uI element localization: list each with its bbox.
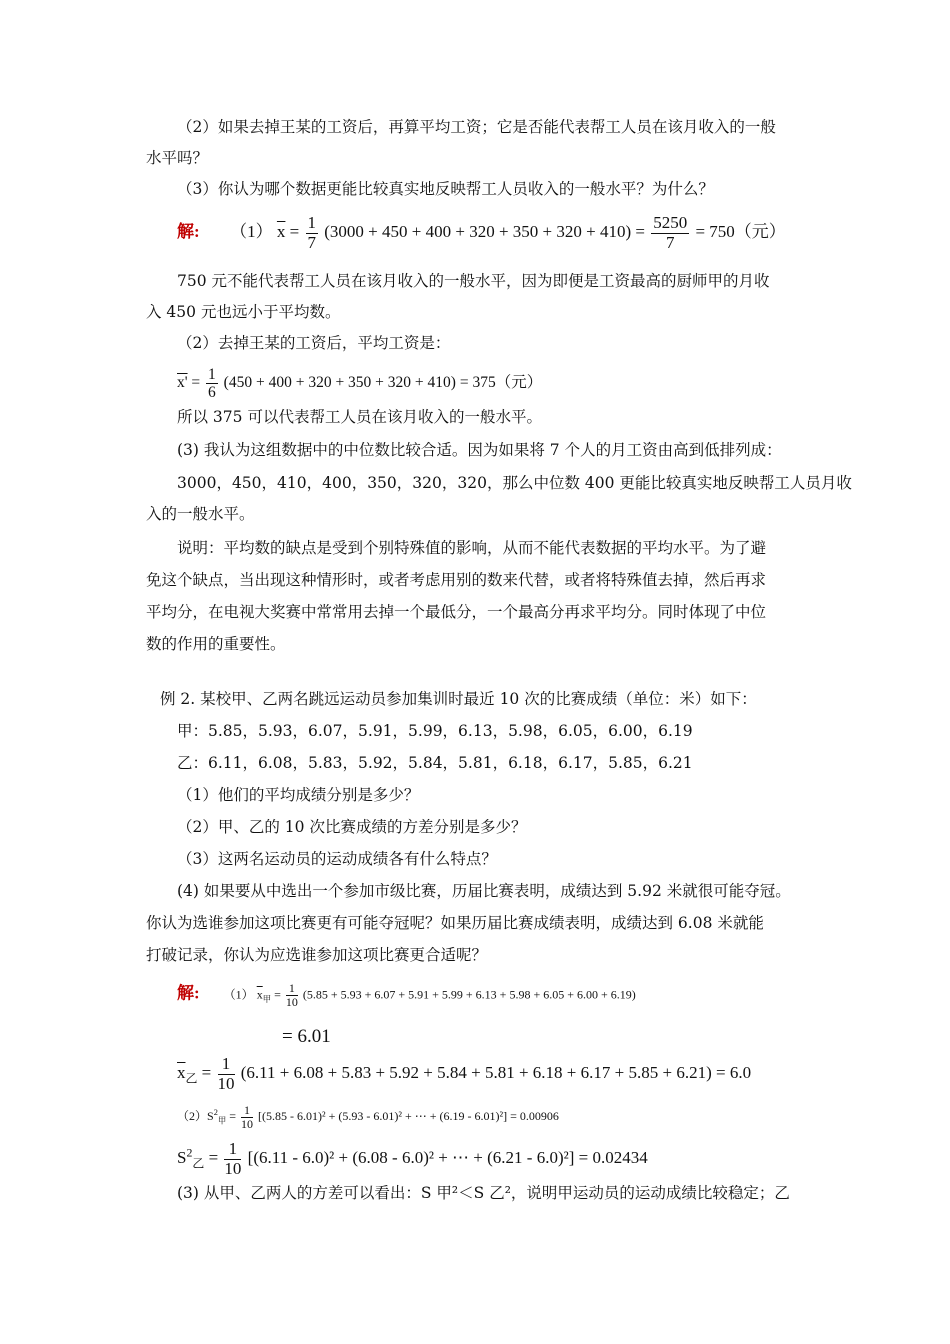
formula-sum: (3000 + 450 + 400 + 320 + 350 + 320 + 410) = [324, 222, 645, 242]
paragraph-line: 说明：平均数的缺点是受到个别特殊值的影响，从而不能代表数据的平均水平。为了避 [177, 539, 767, 557]
data-row-jia: 甲：5.85，5.93，6.07，5.91，5.99，6.13，5.98，6.05，6.00，6.19 [177, 722, 693, 740]
fraction: $\frac{1}{10}$ [224, 1139, 242, 1178]
fraction: $\frac{1}{6}$ [208, 366, 216, 402]
question-line: （3）这两名运动员的运动成绩各有什么特点？ [177, 850, 497, 868]
equals-sign: = [289, 222, 300, 242]
subscript: 甲 [217, 1116, 227, 1126]
formula-mean-jia [177, 982, 636, 1011]
formula-prefix: （2）S [177, 1109, 214, 1123]
formula-mean-yi [177, 1055, 751, 1093]
formula-sum: (6.11 + 6.08 + 5.83 + 5.92 + 5.84 + 5.81 + 6.18 + 6.17 + 5.85 + 6.21) = 6.0 [240, 1063, 752, 1083]
equals-sign: = [229, 1109, 237, 1123]
question-line: （1）他们的平均成绩分别是多少？ [177, 786, 420, 804]
paragraph-line: （2）如果去掉王某的工资后，再算平均工资；它是否能代表帮工人员在该月收入的一般 [177, 118, 776, 136]
formula-body: [(5.85 - 6.01)² + (5.93 - 6.01)² + ⋯ + (6.19 - 6.01)²] = 0.00906 [258, 1109, 559, 1123]
mean-symbol: x' [177, 374, 188, 392]
equals-sign: = [274, 987, 281, 1002]
solution-label: 解: [177, 222, 200, 242]
formula-result: = 6.01 [282, 1026, 331, 1047]
question-line: 打破记录，你认为应选谁参加这项比赛更合适呢？ [146, 946, 488, 964]
question-line: (4) 如果要从中选出一个参加市级比赛，历届比赛表明，成绩达到 5.92 米就很可能夺冠。 [177, 882, 791, 900]
superscript: 2 [186, 1145, 193, 1160]
paragraph-line: 平均分，在电视大奖赛中常常用去掉一个最低分，一个最高分再求平均分。同时体现了中位 [146, 603, 767, 621]
fraction: $\frac{5250}{7}$ [653, 213, 688, 252]
equals-sign: = [208, 1148, 219, 1168]
paragraph-line: （2）去掉王某的工资后，平均工资是： [177, 334, 451, 352]
mean-symbol: $\overline{x}$ [177, 1063, 186, 1083]
solution-label: 解: [177, 983, 200, 1003]
example-heading: 例 2. 某校甲、乙两名跳远运动员参加集训时最近 10 次的比赛成绩（单位：米）如下： [160, 690, 757, 708]
mean-symbol: $\overline{x}$ [256, 987, 263, 1002]
paragraph-line: 入 450 元也远小于平均数。 [146, 303, 341, 321]
fraction: $\frac{1}{10}$ [241, 1102, 254, 1131]
formula-variance-jia [177, 1102, 559, 1132]
superscript: 2 [213, 1108, 218, 1117]
equals-sign: = [201, 1063, 212, 1083]
paragraph-line: (3) 从甲、乙两人的方差可以看出：S 甲²＜S 乙²，说明甲运动员的运动成绩比较稳定；乙 [177, 1184, 790, 1202]
formula-mean-2 [177, 366, 542, 401]
fraction: $\frac{1}{7}$ [307, 213, 317, 252]
paragraph-line: 3000，450，410，400，350，320，320，那么中位数 400 更能比较真实地反映帮工人员月收 [177, 474, 852, 492]
question-line: （2）甲、乙的 10 次比赛成绩的方差分别是多少？ [177, 818, 527, 836]
paragraph-line: 所以 375 可以代表帮工人员在该月收入的一般水平。 [177, 408, 542, 426]
mean-symbol: $\overline{x}$ [276, 222, 286, 242]
paragraph-line: (3) 我认为这组数据中的中位数比较合适。因为如果将 7 个人的月工资由高到低排列成： [177, 441, 782, 459]
paragraph-line: 免这个缺点，当出现这种情形时，或者考虑用别的数来代替，或者将特殊值去掉，然后再求 [146, 571, 767, 589]
fraction: $\frac{1}{10}$ [217, 1054, 235, 1093]
formula-mean-1 [177, 214, 786, 252]
question-line: 你认为选谁参加这项比赛更有可能夺冠呢？如果历届比赛成绩表明，成绩达到 6.08 米就能 [146, 914, 764, 932]
paragraph-line: 入的一般水平。 [146, 505, 255, 523]
subscript: 甲 [262, 994, 272, 1004]
formula-prefix: （1） [223, 987, 254, 1002]
formula-sum: (450 + 400 + 320 + 350 + 320 + 410) = 375（元） [223, 374, 543, 392]
formula-result: = 750（元） [695, 222, 786, 242]
formula-prefix: （1） [230, 222, 273, 242]
data-row-yi: 乙：6.11，6.08，5.83，5.92，5.84，5.81，6.18，6.17，5.85，6.21 [177, 754, 693, 772]
variance-symbol: S [177, 1148, 187, 1168]
paragraph-line: 750 元不能代表帮工人员在该月收入的一般水平，因为即便是工资最高的厨师甲的月收 [177, 272, 770, 290]
paragraph-line: （3）你认为哪个数据更能比较真实地反映帮工人员收入的一般水平？为什么？ [177, 180, 714, 198]
formula-body: [(6.11 - 6.0)² + (6.08 - 6.0)² + ⋯ + (6.21 - 6.0)²] = 0.02434 [247, 1148, 648, 1168]
paragraph-line: 水平吗？ [146, 149, 209, 167]
fraction: $\frac{1}{10}$ [285, 981, 298, 1010]
equals-sign: = [191, 374, 201, 392]
formula-variance-yi [177, 1140, 648, 1178]
paragraph-line: 数的作用的重要性。 [146, 635, 286, 653]
formula-sum: (5.85 + 5.93 + 6.07 + 5.91 + 5.99 + 6.13 + 5.98 + 6.05 + 6.00 + 6.19) [302, 987, 636, 1002]
subscript: 乙 [192, 1156, 205, 1171]
subscript: 乙 [185, 1071, 198, 1086]
